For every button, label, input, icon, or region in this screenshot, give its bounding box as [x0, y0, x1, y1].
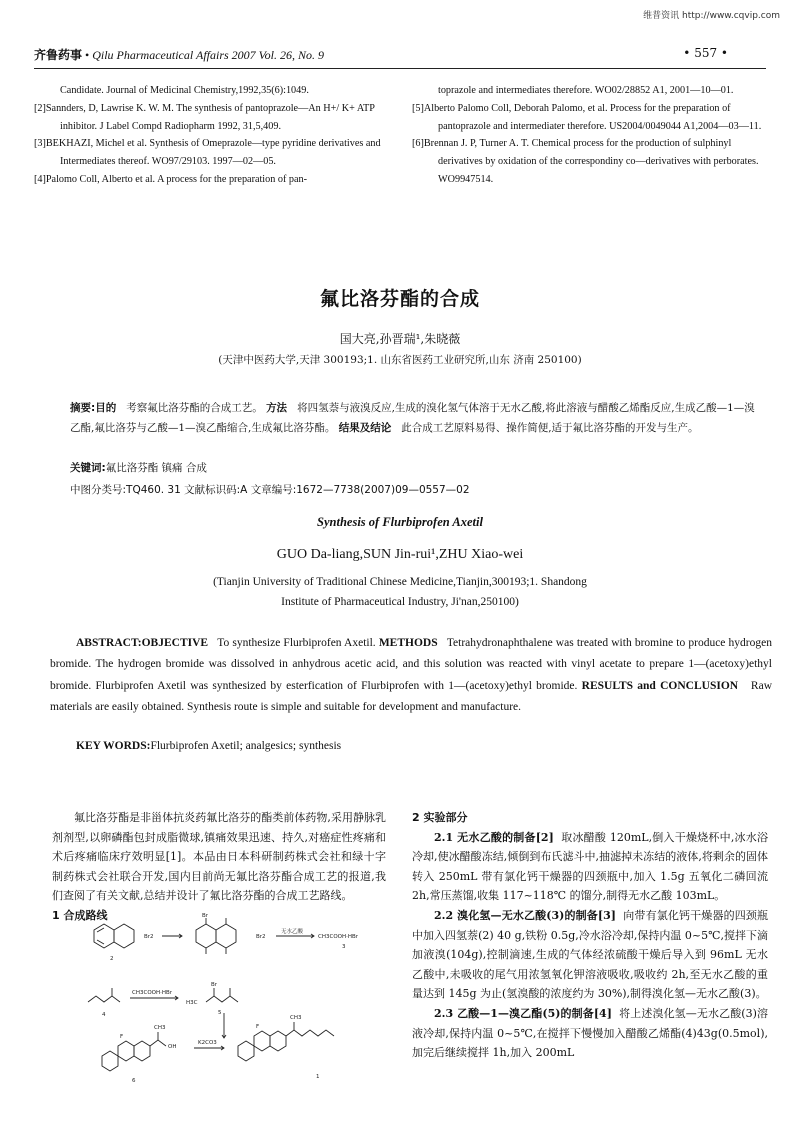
scheme-br: Br: [202, 913, 209, 919]
body-right-column: [412, 808, 768, 1063]
running-header: 齐鲁药事 • Qilu Pharmaceutical Affairs 2007 Vol. 26, No. 9: [34, 48, 324, 62]
section-2-2-heading: 2.2 溴化氢—无水乙酸(3)的制备[3]: [434, 908, 616, 922]
references-left-column: [34, 82, 384, 189]
scheme-h3c: H3C: [186, 1000, 198, 1006]
keywords-cn-label: 关键词:: [70, 462, 106, 474]
scheme-label-1: 1: [316, 1074, 320, 1080]
scheme-label-6: 6: [132, 1078, 136, 1084]
abstract-en-objective: To synthesize Flurbiprofen Axetil.: [217, 637, 376, 649]
scheme-reagent-br2: Br2: [144, 934, 154, 940]
scheme-reagent-acetic: 无水乙酸: [281, 929, 304, 935]
abstract-en-result-label: RESULTS and CONCLUSION: [581, 679, 739, 692]
scheme-label-4: 4: [102, 1012, 106, 1018]
section-2-heading: 2 实验部分: [412, 811, 468, 824]
scheme-reagent-br2-2: Br2: [256, 934, 266, 940]
reference-entry: [4]Palomo Coll, Alberto et al. A process for the preparation of pan-: [34, 173, 308, 185]
scheme-oh: OH: [168, 1044, 177, 1050]
scheme-br-5: Br: [211, 982, 218, 988]
abstract-cn: [70, 398, 760, 438]
reference-entry: [6]Brennan J. P, Turner A. T. Chemical process for the production of sulphinyl derivatives by oxidation of the correspondiny co—derivatives with perborates. WO9947514.: [412, 138, 759, 185]
page-number: • 557 •: [683, 46, 728, 60]
article-title-en: Synthesis of Flurbiprofen Axetil: [317, 515, 483, 529]
header-rule: [34, 68, 766, 69]
synthesis-scheme: [84, 913, 384, 1098]
abstract-en-label: ABSTRACT:OBJECTIVE: [76, 637, 209, 649]
keywords-en-values: Flurbiprofen Axetil; analgesics; synthesis: [150, 740, 342, 752]
classification-line: 中图分类号:TQ460. 31 文献标识码:A 文章编号:1672—7738(2007)09—0557—02: [70, 484, 470, 496]
section-2-3-heading: 2.3 乙酸—1—溴乙酯(5)的制备[4]: [434, 1006, 612, 1020]
keywords-en-label: KEY WORDS:: [76, 740, 151, 752]
keywords-cn: [70, 460, 207, 475]
scheme-ch3: CH3: [154, 1025, 166, 1031]
scheme-ch3-1: CH3: [290, 1015, 302, 1021]
references-right-column: [412, 82, 767, 189]
keywords-cn-values: 氟比洛芬酯 镇痛 合成: [105, 462, 207, 474]
scheme-label-5: 5: [218, 1010, 222, 1016]
section-2-1-text: 取冰醋酸 120mL,倒入干燥烧杯中,冰水浴冷却,使冰醋酸冻结,倾倒到布氏滤斗中,抽滤掉未冻结的液体,将剩余的固体转入 250mL 带有氯化钙干燥器的四颈瓶中,加入 1.5g 五氧化二磷回流 2h,常压蒸馏,收集 117~118℃ 的馏分,制得无水乙酸 103mL。: [412, 830, 768, 903]
section-2-3-text: 将上述溴化氢—无水乙酸(3)溶液冷却,保持内温 0~5℃,在搅拌下慢慢加入醋酸乙烯酯(4)43g(0.5mol),加完后继续搅拌 1h,加入 200mL: [412, 1006, 768, 1060]
reference-entry: [3]BEKHAZI, Michel et al. Synthesis of Omeprazole—type pyridine derivatives and Intermediates thereof. WO97/29103. 1997—02—05.: [34, 138, 381, 168]
reference-entry: toprazole and intermediates therefore. WO02/28852 A1, 2001—10—01.: [438, 85, 734, 96]
abstract-en-method: Tetrahydronaphthalene was treated with bromine to produce hydrogen bromide. The hydrogen bromide was dissolved in anhydrous acetic acid, and this solution was reacted with vinyl acetate to prepare 1—(acetoxy)ethyl bromide. Flurbiprofen Axetil was synthesized by esterfication of Flurbiprofen with 1—(acetoxy)ethyl bromide.: [50, 637, 772, 692]
authors-cn: 国大亮,孙晋瑞¹,朱晓薇: [339, 332, 461, 346]
article-title-cn: 氟比洛芬酯的合成: [319, 288, 480, 310]
scheme-f: F: [120, 1034, 124, 1040]
scheme-label-3: 3: [342, 944, 346, 950]
abstract-cn-label: 摘要:目的: [70, 402, 117, 414]
reference-entry: [5]Alberto Palomo Coll, Deborah Palomo, et al. Process for the preparation of pantoprazole and intermediater therefore. US2004/0049044 A1,2004—03—11.: [412, 102, 762, 132]
scheme-label-2: 2: [110, 956, 114, 962]
abstract-en: [50, 633, 772, 718]
affiliation-en-line: (Tianjin University of Traditional Chinese Medicine,Tianjin,300193;1. Shandong: [213, 576, 587, 588]
abstract-en-method-label: METHODS: [378, 637, 438, 649]
affiliation-cn: (天津中医药大学,天津 300193;1. 山东省医药工业研究所,山东 济南 250100): [218, 354, 582, 366]
abstract-cn-result-label: 结果及结论: [338, 422, 392, 434]
intro-paragraph: 氟比洛芬酯是非甾体抗炎药氟比洛芬的酯类前体药物,采用静脉乳剂剂型,以卵磷酯包封成脂微球,镇痛效果迅速、持久,对癌症性疼痛和术后疼痛临床疗效明显[1]。本品由日本科研制药株式会社和绿十字制药株式会社联合开发,国内目前尚无氟比洛芬酯合成工艺的报道,我们查阅了有关文献,总结并设计了氟比洛芬酯的合成工艺路线。: [52, 811, 386, 903]
scheme-reagent-k2co3: K2CO3: [198, 1040, 217, 1046]
journal-name-cn: 齐鲁药事: [34, 48, 83, 62]
reference-entry: [2]Sannders, D, Lawrise K. W. M. The synthesis of pantoprazole—An H+/ K+ ATP inhibitor. J Label Compd Radiopharm 1992, 31,5,409.: [34, 102, 375, 132]
abstract-cn-method-label: 方法: [266, 402, 288, 414]
reference-entry: Candidate. Journal of Medicinal Chemistry,1992,35(6):1049.: [60, 85, 309, 96]
abstract-cn-method: 将四氢萘与液溴反应,生成的溴化氢气体溶于无水乙酸,将此溶液与醋酸乙烯酯反应,生成乙酸—1—溴乙酯,氟比洛芬与乙酸—1—溴乙酯缩合,生成氟比洛芬酯。: [70, 402, 755, 434]
authors-en: GUO Da-liang,SUN Jin-rui¹,ZHU Xiao-wei: [276, 547, 524, 562]
affiliation-en-line: Institute of Pharmaceutical Industry, Ji'nan,250100): [281, 596, 519, 608]
journal-name-en: Qilu Pharmaceutical Affairs 2007 Vol. 26, No. 9: [92, 48, 324, 62]
watermark: 维普资讯 http://www.cqvip.com: [643, 11, 780, 21]
abstract-cn-result: 此合成工艺原料易得、操作简便,适于氟比洛芬酯的开发与生产。: [401, 422, 699, 434]
section-2-1-heading: 2.1 无水乙酸的制备[2]: [434, 830, 554, 844]
body-left-column: [52, 808, 386, 926]
section-2-2-text: 向带有氯化钙干燥器的四颈瓶中加入四氢萘(2) 40 g,铁粉 0.5g,冷水浴冷却,保持内温 0~5℃,搅拌下滴加液溴(104g),控制滴速,生成的气体经浓硫酸干燥后导入到 96mL 无水乙酸中,未吸收的尾气用浓氢氧化钾溶液吸收,吸收约 2h,至无水乙酸的重量达到 145g 为止(氢溴酸的浓度约为 30%),制得溴化氢—无水乙酸(3)。: [412, 908, 769, 1001]
scheme-product-hbr: CH3COOH·HBr: [318, 934, 359, 940]
scheme-f-1: F: [256, 1024, 260, 1030]
abstract-en-result: Raw materials are easily obtained. Synthesis route is simple and suitable for development and manufacture.: [50, 679, 773, 713]
abstract-cn-objective: 考察氟比洛芬酯的合成工艺。: [126, 402, 263, 414]
scheme-reagent-3: CH3COOH·HBr: [132, 990, 173, 996]
keywords-en: [76, 740, 341, 752]
section-1-heading: 1 合成路线: [52, 908, 108, 922]
affiliation-en: [0, 572, 800, 612]
